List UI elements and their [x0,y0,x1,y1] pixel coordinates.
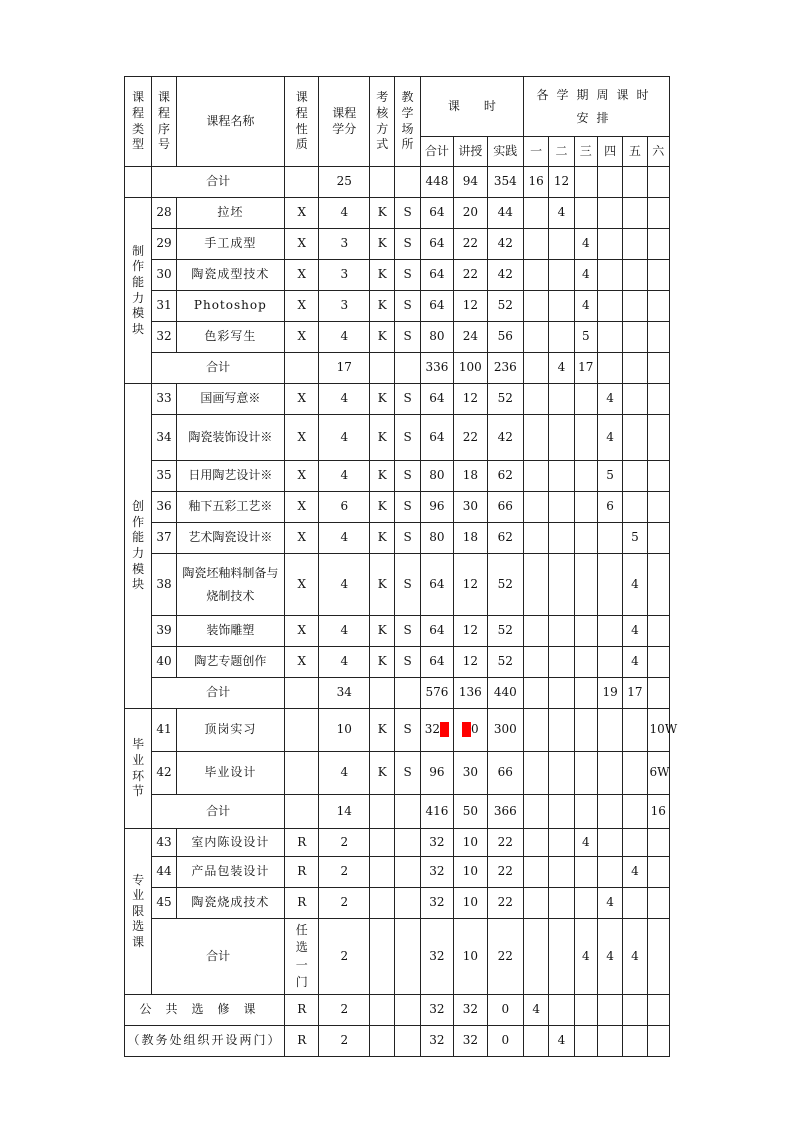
course-total: 32 [420,829,453,857]
module-sum-total: 576 [420,678,453,709]
course-nature: X [285,616,319,647]
public-elective-row [125,995,670,1026]
course-total: 80 [420,523,453,554]
module-sum-lecture: 10 [454,919,487,995]
course-lecture: 20 [454,198,487,229]
course-exam: K [370,752,395,795]
pub-total: 32 [420,1026,453,1057]
table-row [125,291,670,322]
module-sum-s3: 17 [574,353,597,384]
course-name: 釉下五彩工艺※ [176,492,284,523]
course-practice: 52 [487,554,523,616]
summary-s1: 16 [524,167,549,198]
table-row [125,554,670,616]
pub-total: 32 [420,995,453,1026]
course-seq: 38 [152,554,176,616]
pub-s2: 4 [549,1026,574,1057]
public-elective-row [125,1026,670,1057]
course-seq: 45 [152,888,176,919]
table-row [125,260,670,291]
course-exam: K [370,709,395,752]
course-exam: K [370,322,395,353]
pub-lecture: 32 [454,1026,487,1057]
summary-lecture: 94 [454,167,487,198]
course-s6: 10W [647,709,669,752]
course-place: S [395,492,420,523]
course-practice: 42 [487,415,523,461]
course-nature: X [285,461,319,492]
module-sum-lecture: 136 [454,678,487,709]
table-row [125,752,670,795]
course-name: 日用陶艺设计※ [176,461,284,492]
header-place: 教学场所 [395,77,420,167]
module-sum-label: 合计 [152,678,285,709]
course-exam: K [370,461,395,492]
course-place: S [395,709,420,752]
course-nature: R [285,857,319,888]
module-sum-credit: 2 [319,919,370,995]
pub-credit: 2 [319,995,370,1026]
course-place: S [395,415,420,461]
course-lecture: 12 [454,291,487,322]
course-total: 32 [420,709,453,752]
course-practice: 62 [487,523,523,554]
course-nature: X [285,554,319,616]
module-sum-practice: 366 [487,795,523,829]
course-total: 32 [420,857,453,888]
module-sum-row [125,919,670,995]
course-lecture: 12 [454,647,487,678]
course-lecture: 10 [454,888,487,919]
course-lecture: 22 [454,229,487,260]
course-s6: 6W [647,752,669,795]
course-seq: 29 [152,229,176,260]
module-sum-total: 32 [420,919,453,995]
module-sum-credit: 17 [319,353,370,384]
course-credit: 2 [319,829,370,857]
pub-s1: 4 [524,995,549,1026]
header-sem3: 三 [574,137,597,167]
course-seq: 41 [152,709,176,752]
course-nature: R [285,888,319,919]
module-sum-s4: 4 [597,919,622,995]
course-total: 96 [420,752,453,795]
header-name: 课程名称 [176,77,284,167]
course-s5: 5 [623,523,647,554]
module-sum-lecture: 50 [454,795,487,829]
course-seq: 28 [152,198,176,229]
course-practice: 22 [487,857,523,888]
course-credit: 4 [319,616,370,647]
course-name: 手工成型 [176,229,284,260]
course-credit: 3 [319,229,370,260]
course-place: S [395,198,420,229]
table-row [125,384,670,415]
course-seq: 36 [152,492,176,523]
course-credit: 4 [319,752,370,795]
table-row [125,829,670,857]
course-lecture: 18 [454,461,487,492]
course-name: 陶瓷成型技术 [176,260,284,291]
header-credit: 课程学分 [319,77,370,167]
pub-lecture: 32 [454,995,487,1026]
module-sum-lecture: 100 [454,353,487,384]
course-place: S [395,523,420,554]
header-sem4: 四 [597,137,622,167]
course-name: 拉坯 [176,198,284,229]
course-total: 64 [420,260,453,291]
course-nature: X [285,291,319,322]
course-exam: K [370,523,395,554]
course-place: S [395,322,420,353]
course-exam: K [370,260,395,291]
module-sum-s6: 16 [647,795,669,829]
module-sum-s3: 4 [574,919,597,995]
course-lecture: 18 [454,523,487,554]
course-s3: 4 [574,829,597,857]
module-type-graduation: 毕业环节 [125,709,152,829]
table-row [125,857,670,888]
curriculum-table [124,76,678,1057]
header-type: 课程类型 [125,77,152,167]
course-total: 64 [420,554,453,616]
course-practice: 42 [487,229,523,260]
course-lecture: 30 [454,752,487,795]
course-place: S [395,260,420,291]
summary-label: 合计 [152,167,285,198]
course-credit: 2 [319,888,370,919]
course-practice: 66 [487,752,523,795]
table-row [125,415,670,461]
course-total: 80 [420,461,453,492]
table-row [125,888,670,919]
course-seq: 31 [152,291,176,322]
table-row [125,322,670,353]
course-practice: 66 [487,492,523,523]
course-name: 色彩写生 [176,322,284,353]
course-nature: X [285,198,319,229]
course-total: 64 [420,229,453,260]
header-exam: 考核方式 [370,77,395,167]
course-nature: X [285,384,319,415]
course-total: 64 [420,198,453,229]
course-practice: 56 [487,322,523,353]
course-credit: 6 [319,492,370,523]
course-practice: 22 [487,888,523,919]
header-lecture: 讲授 [454,137,487,167]
course-place: S [395,384,420,415]
course-total: 64 [420,616,453,647]
module-type-production: 制作能力模块 [125,198,152,384]
course-lecture: 24 [454,322,487,353]
course-lecture: 12 [454,616,487,647]
course-nature: X [285,415,319,461]
header-sem2: 二 [549,137,574,167]
course-total: 64 [420,415,453,461]
table-row [125,198,670,229]
summary-practice: 354 [487,167,523,198]
course-nature: X [285,492,319,523]
module-sum-s5: 17 [623,678,647,709]
pub-practice: 0 [487,1026,523,1057]
course-place: S [395,647,420,678]
course-total: 64 [420,291,453,322]
module-sum-practice: 22 [487,919,523,995]
course-nature: R [285,829,319,857]
module-type-restricted-elective: 专业限选课 [125,829,152,995]
course-name: 陶瓷烧成技术 [176,888,284,919]
course-name: 装饰雕塑 [176,616,284,647]
course-seq: 39 [152,616,176,647]
course-total: 64 [420,384,453,415]
module-sum-label: 合计 [152,919,285,995]
course-name: 毕业设计 [176,752,284,795]
pub-practice: 0 [487,995,523,1026]
module-type-creation: 创作能力模块 [125,384,152,709]
course-s5: 4 [623,554,647,616]
course-practice: 44 [487,198,523,229]
course-seq: 34 [152,415,176,461]
redaction-mark [440,722,449,737]
course-practice: 52 [487,291,523,322]
course-credit: 10 [319,709,370,752]
header-sem6: 六 [647,137,669,167]
summary-row-top [125,167,670,198]
course-lecture: 22 [454,415,487,461]
course-s3: 4 [574,229,597,260]
module-sum-row [125,795,670,829]
course-exam: K [370,647,395,678]
course-credit: 4 [319,384,370,415]
course-s2: 4 [549,198,574,229]
course-exam: K [370,616,395,647]
course-exam: K [370,554,395,616]
course-lecture: 10 [454,829,487,857]
module-sum-practice: 440 [487,678,523,709]
table-row [125,229,670,260]
header-sem1: 一 [524,137,549,167]
course-nature: X [285,322,319,353]
course-name: 室内陈设设计 [176,829,284,857]
course-lecture: 22 [454,260,487,291]
module-sum-row [125,678,670,709]
module-sum-total: 416 [420,795,453,829]
course-credit: 4 [319,554,370,616]
course-exam: K [370,384,395,415]
course-credit: 4 [319,647,370,678]
course-credit: 4 [319,198,370,229]
module-sum-nature: 任选一门 [285,919,319,995]
course-place: S [395,461,420,492]
course-s3: 5 [574,322,597,353]
course-seq: 35 [152,461,176,492]
table-row [125,492,670,523]
module-sum-credit: 14 [319,795,370,829]
module-sum-label: 合计 [152,353,285,384]
course-practice: 52 [487,384,523,415]
course-s4: 4 [597,415,622,461]
course-exam: K [370,291,395,322]
table-row [125,616,670,647]
course-name: 产品包装设计 [176,857,284,888]
summary-s2: 12 [549,167,574,198]
course-name: 陶艺专题创作 [176,647,284,678]
course-nature: X [285,229,319,260]
course-nature: X [285,647,319,678]
table-row [125,647,670,678]
course-s4: 5 [597,461,622,492]
public-elective-note: （教务处组织开设两门） [125,1026,285,1057]
course-place: S [395,291,420,322]
header-total: 合计 [420,137,453,167]
course-s5: 4 [623,857,647,888]
course-name: 艺术陶瓷设计※ [176,523,284,554]
course-exam: K [370,415,395,461]
course-s4: 6 [597,492,622,523]
header-seq: 课程序号 [152,77,176,167]
course-seq: 44 [152,857,176,888]
course-name: 顶岗实习 [176,709,284,752]
header-nature: 课程性质 [285,77,319,167]
course-lecture: 12 [454,554,487,616]
course-seq: 33 [152,384,176,415]
header-sem5: 五 [623,137,647,167]
course-exam: K [370,198,395,229]
course-credit: 4 [319,523,370,554]
course-credit: 2 [319,857,370,888]
table-row [125,709,670,752]
table-row [125,523,670,554]
header-schedule: 各学期周课时安排 [536,87,657,125]
table-row [125,461,670,492]
course-credit: 4 [319,322,370,353]
course-total: 64 [420,647,453,678]
course-practice: 52 [487,616,523,647]
course-practice: 300 [487,709,523,752]
course-total: 32 [420,888,453,919]
course-name: 国画写意※ [176,384,284,415]
course-exam: K [370,492,395,523]
summary-total: 448 [420,167,453,198]
module-sum-practice: 236 [487,353,523,384]
public-elective-label: 公共选修课 [125,995,285,1026]
course-place: S [395,554,420,616]
course-nature: X [285,260,319,291]
course-place: S [395,752,420,795]
module-sum-s4: 19 [597,678,622,709]
course-seq: 43 [152,829,176,857]
pub-credit: 2 [319,1026,370,1057]
course-seq: 32 [152,322,176,353]
course-credit: 4 [319,415,370,461]
course-practice: 42 [487,260,523,291]
pub-nature: R [285,1026,319,1057]
redaction-mark [462,722,471,737]
module-sum-credit: 34 [319,678,370,709]
header-row [125,77,670,137]
course-place: S [395,616,420,647]
course-practice: 52 [487,647,523,678]
course-credit: 3 [319,291,370,322]
header-practice: 实践 [487,137,523,167]
course-place: S [395,229,420,260]
course-practice: 22 [487,829,523,857]
summary-credit: 25 [319,167,370,198]
module-sum-s2: 4 [549,353,574,384]
course-credit: 4 [319,461,370,492]
course-s4: 4 [597,888,622,919]
course-seq: 37 [152,523,176,554]
module-sum-row [125,353,670,384]
course-name: 陶瓷装饰设计※ [176,415,284,461]
course-credit: 3 [319,260,370,291]
course-seq: 40 [152,647,176,678]
course-s3: 4 [574,291,597,322]
course-lecture: 30 [454,492,487,523]
course-name: 陶瓷坯釉料制备与烧制技术 [176,554,284,616]
course-exam: K [370,229,395,260]
header-hours: 课 时 [420,77,523,137]
course-nature: X [285,523,319,554]
course-s5: 4 [623,647,647,678]
module-sum-label: 合计 [152,795,285,829]
course-practice: 62 [487,461,523,492]
course-total: 96 [420,492,453,523]
course-s3: 4 [574,260,597,291]
course-total: 80 [420,322,453,353]
course-s4: 4 [597,384,622,415]
module-sum-total: 336 [420,353,453,384]
course-name: Photoshop [176,291,284,322]
course-seq: 42 [152,752,176,795]
course-lecture: 12 [454,384,487,415]
course-s5: 4 [623,616,647,647]
course-lecture: 0 [454,709,487,752]
course-seq: 30 [152,260,176,291]
pub-nature: R [285,995,319,1026]
module-sum-s5: 4 [623,919,647,995]
course-lecture: 10 [454,857,487,888]
